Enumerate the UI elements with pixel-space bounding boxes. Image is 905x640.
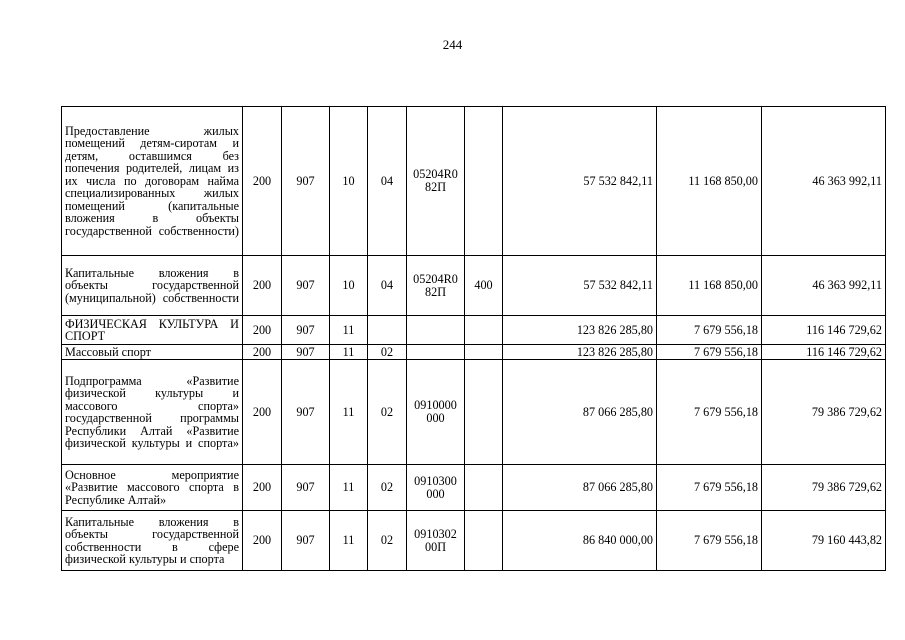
row-col3: 11 bbox=[330, 345, 368, 360]
row-col2: 907 bbox=[282, 345, 330, 360]
row-code bbox=[407, 511, 465, 571]
table-row bbox=[62, 465, 886, 511]
row-code-line1: 0910300 bbox=[414, 473, 457, 488]
row-code-line1: 05204R0 bbox=[413, 271, 458, 286]
row-code-line1: 0910302 bbox=[414, 526, 457, 541]
row-col4: 04 bbox=[368, 256, 407, 316]
row-col4: 02 bbox=[368, 360, 407, 465]
row-code-line2: 00П bbox=[425, 539, 446, 554]
row-code bbox=[407, 360, 465, 465]
row-amount3: 79 386 729,62 bbox=[762, 465, 886, 511]
row-amount2: 7 679 556,18 bbox=[657, 345, 762, 360]
row-col2: 907 bbox=[282, 360, 330, 465]
row-col2: 907 bbox=[282, 256, 330, 316]
row-name: Основное мероприятие «Развитие массового спорта в Республике Алтай» bbox=[62, 465, 243, 511]
row-col4: 04 bbox=[368, 107, 407, 256]
table-row bbox=[62, 316, 886, 345]
table-row bbox=[62, 511, 886, 571]
row-amount1: 123 826 285,80 bbox=[503, 316, 657, 345]
row-type bbox=[465, 360, 503, 465]
row-amount2: 7 679 556,18 bbox=[657, 465, 762, 511]
table-row bbox=[62, 256, 886, 316]
row-amount2: 7 679 556,18 bbox=[657, 360, 762, 465]
row-amount3: 79 160 443,82 bbox=[762, 511, 886, 571]
row-amount1: 57 532 842,11 bbox=[503, 256, 657, 316]
table-row bbox=[62, 107, 886, 256]
budget-table bbox=[61, 106, 886, 571]
row-col1: 200 bbox=[243, 345, 282, 360]
row-amount2: 7 679 556,18 bbox=[657, 316, 762, 345]
row-type bbox=[465, 511, 503, 571]
row-col2: 907 bbox=[282, 107, 330, 256]
row-col1: 200 bbox=[243, 465, 282, 511]
table-row bbox=[62, 345, 886, 360]
row-type bbox=[465, 107, 503, 256]
row-col3: 10 bbox=[330, 256, 368, 316]
row-amount1: 87 066 285,80 bbox=[503, 360, 657, 465]
row-code bbox=[407, 107, 465, 256]
row-col3: 11 bbox=[330, 465, 368, 511]
row-name: Капитальные вложения в объекты государственной собственности в сфере физической культуры и спорта bbox=[62, 511, 243, 571]
row-col1: 200 bbox=[243, 256, 282, 316]
row-name: Предоставление жилых помещений детям-сиротам и детям, оставшимся без попечения родителей, лицам из их числа по договорам найма специализированных жилых помещений (капитальные вложения в объекты государственной собственности) bbox=[62, 107, 243, 256]
row-type bbox=[465, 465, 503, 511]
row-code-line1: 05204R0 bbox=[413, 167, 458, 181]
row-col1: 200 bbox=[243, 511, 282, 571]
row-name: Капитальные вложения в объекты государственной (муниципальной) собственности bbox=[62, 256, 243, 316]
row-amount2: 11 168 850,00 bbox=[657, 256, 762, 316]
table-row bbox=[62, 360, 886, 465]
row-amount3: 116 146 729,62 bbox=[762, 345, 886, 360]
row-code-line2: 000 bbox=[426, 486, 445, 501]
row-col4: 02 bbox=[368, 511, 407, 571]
row-amount1: 86 840 000,00 bbox=[503, 511, 657, 571]
row-name: ФИЗИЧЕСКАЯ КУЛЬТУРА И СПОРТ bbox=[62, 316, 243, 345]
row-amount3: 46 363 992,11 bbox=[762, 256, 886, 316]
row-col3: 11 bbox=[330, 360, 368, 465]
row-amount1: 57 532 842,11 bbox=[503, 107, 657, 256]
row-col3: 11 bbox=[330, 511, 368, 571]
row-code bbox=[407, 256, 465, 316]
row-code-line2: 000 bbox=[426, 411, 445, 425]
row-amount1: 87 066 285,80 bbox=[503, 465, 657, 511]
row-col2: 907 bbox=[282, 511, 330, 571]
row-code bbox=[407, 316, 465, 345]
row-col1: 200 bbox=[243, 316, 282, 345]
row-col4: 02 bbox=[368, 345, 407, 360]
row-col1: 200 bbox=[243, 107, 282, 256]
row-type bbox=[465, 316, 503, 345]
row-type: 400 bbox=[465, 256, 503, 316]
row-amount2: 11 168 850,00 bbox=[657, 107, 762, 256]
row-amount2: 7 679 556,18 bbox=[657, 511, 762, 571]
row-col4 bbox=[368, 316, 407, 345]
row-amount3: 79 386 729,62 bbox=[762, 360, 886, 465]
row-col3: 10 bbox=[330, 107, 368, 256]
row-code-line1: 0910000 bbox=[414, 398, 457, 412]
row-col2: 907 bbox=[282, 465, 330, 511]
row-code bbox=[407, 465, 465, 511]
row-code-line2: 82П bbox=[425, 284, 446, 299]
row-amount3: 116 146 729,62 bbox=[762, 316, 886, 345]
row-name: Массовый спорт bbox=[62, 345, 243, 360]
row-col2: 907 bbox=[282, 316, 330, 345]
row-col3: 11 bbox=[330, 316, 368, 345]
row-amount3: 46 363 992,11 bbox=[762, 107, 886, 256]
row-type bbox=[465, 345, 503, 360]
row-col1: 200 bbox=[243, 360, 282, 465]
row-amount1: 123 826 285,80 bbox=[503, 345, 657, 360]
row-code-line2: 82П bbox=[425, 180, 446, 194]
row-name: Подпрограмма «Развитие физической культуры и массового спорта» государственной программы Республики Алтай «Развитие физической культуры и спорта» bbox=[62, 360, 243, 465]
row-col4: 02 bbox=[368, 465, 407, 511]
page-number: 244 bbox=[442, 37, 463, 52]
row-code bbox=[407, 345, 465, 360]
